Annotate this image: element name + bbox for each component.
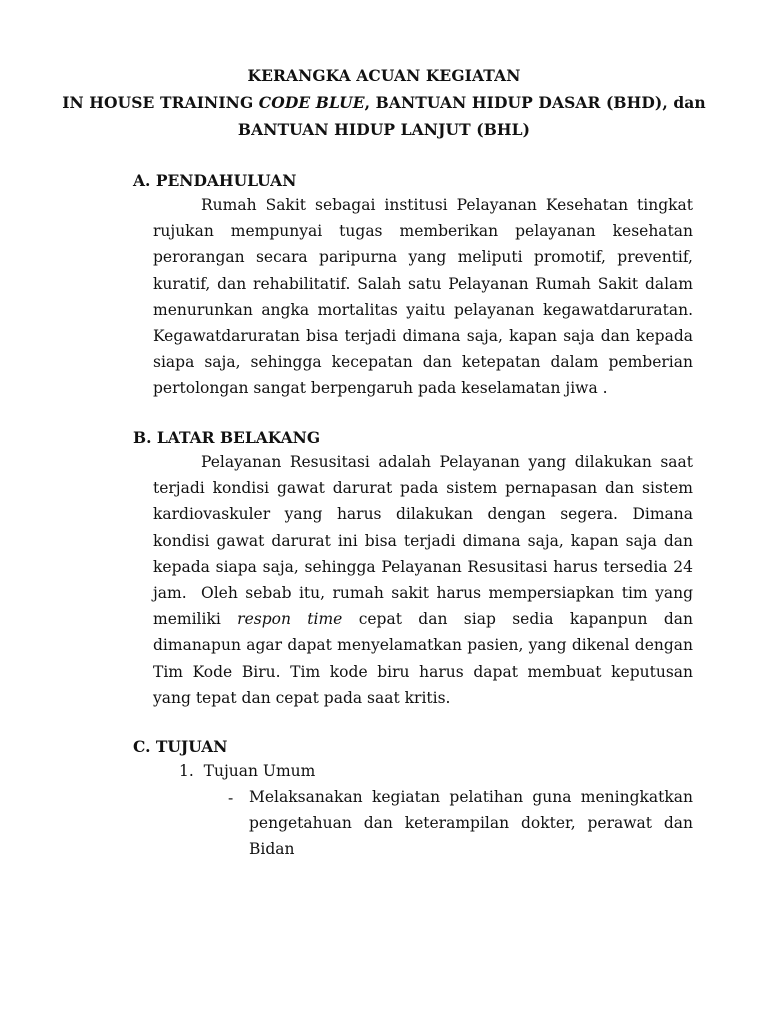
section-b-paragraph-2-post: cepat dan siap sedia kapanpun dan dimanapun agar dapat menyelamatkan pasien, yang dikenal dengan Tim Kode Biru. Tim kode biru harus dapat membuat keputusan yang tepat dan cepat pada saat kritis.: [153, 610, 693, 707]
section-c-heading: C. TUJUAN: [133, 737, 228, 756]
section-b-heading: B. LATAR BELAKANG: [133, 428, 321, 447]
title-line-3: BANTUAN HIDUP LANJUT (BHL): [237, 120, 531, 139]
list-dash: -: [228, 789, 234, 807]
title-line-2-italic: CODE BLUE: [258, 93, 365, 112]
title-line-2-post: , BANTUAN HIDUP DASAR (BHD), dan: [364, 93, 706, 112]
section-b-paragraph-2-pre: Oleh sebab itu, rumah sakit harus mempersiapkan tim yang memiliki: [153, 584, 693, 629]
section-a-paragraph: Rumah Sakit sebagai institusi Pelayanan Kesehatan tingkat rujukan mempunyai tugas memberikan pelayanan kesehatan perorangan secara paripurna yang meliputi promotif, preventif, kuratif, dan rehabilitatif. Salah satu Pelayanan Rumah Sakit dalam menurunkan angka mortalitas yaitu pelayanan kegawatdaruratan. Kegawatdaruratan bisa terjadi dimana saja, kapan saja dan kepada siapa saja, sehingga kecepatan dan ketepatan dalam pemberian pertolongan sangat berpengaruh pada keselamatan jiwa .: [153, 196, 693, 398]
title-line-1: KERANGKA ACUAN KEGIATAN: [247, 66, 521, 85]
section-b-paragraph-2: [153, 580, 693, 711]
section-b-paragraph-1: Pelayanan Resusitasi adalah Pelayanan yang dilakukan saat terjadi kondisi gawat darurat pada sistem pernapasan dan sistem kardiovaskuler yang harus dilakukan dengan segera. Dimana kondisi gawat darurat ini bisa terjadi dimana saja, kapan saja dan kepada siapa saja, sehingga Pelayanan Resusitasi harus tersedia 24 jam.: [153, 453, 693, 603]
list-item-1-label: Tujuan Umum: [203, 762, 316, 780]
section-b-paragraph-2-italic: respon time: [237, 610, 343, 629]
list-item-1-text: Melaksanakan kegiatan pelatihan guna meningkatkan pengetahuan dan keterampilan dokter, perawat dan Bidan: [249, 788, 693, 859]
title-line-2: [0, 93, 768, 112]
list-item-1-number: 1.: [179, 762, 194, 780]
title-line-2-pre: IN HOUSE TRAINING: [62, 93, 259, 112]
list-item-1: [179, 762, 315, 780]
section-a-heading: A. PENDAHULUAN: [133, 171, 297, 190]
